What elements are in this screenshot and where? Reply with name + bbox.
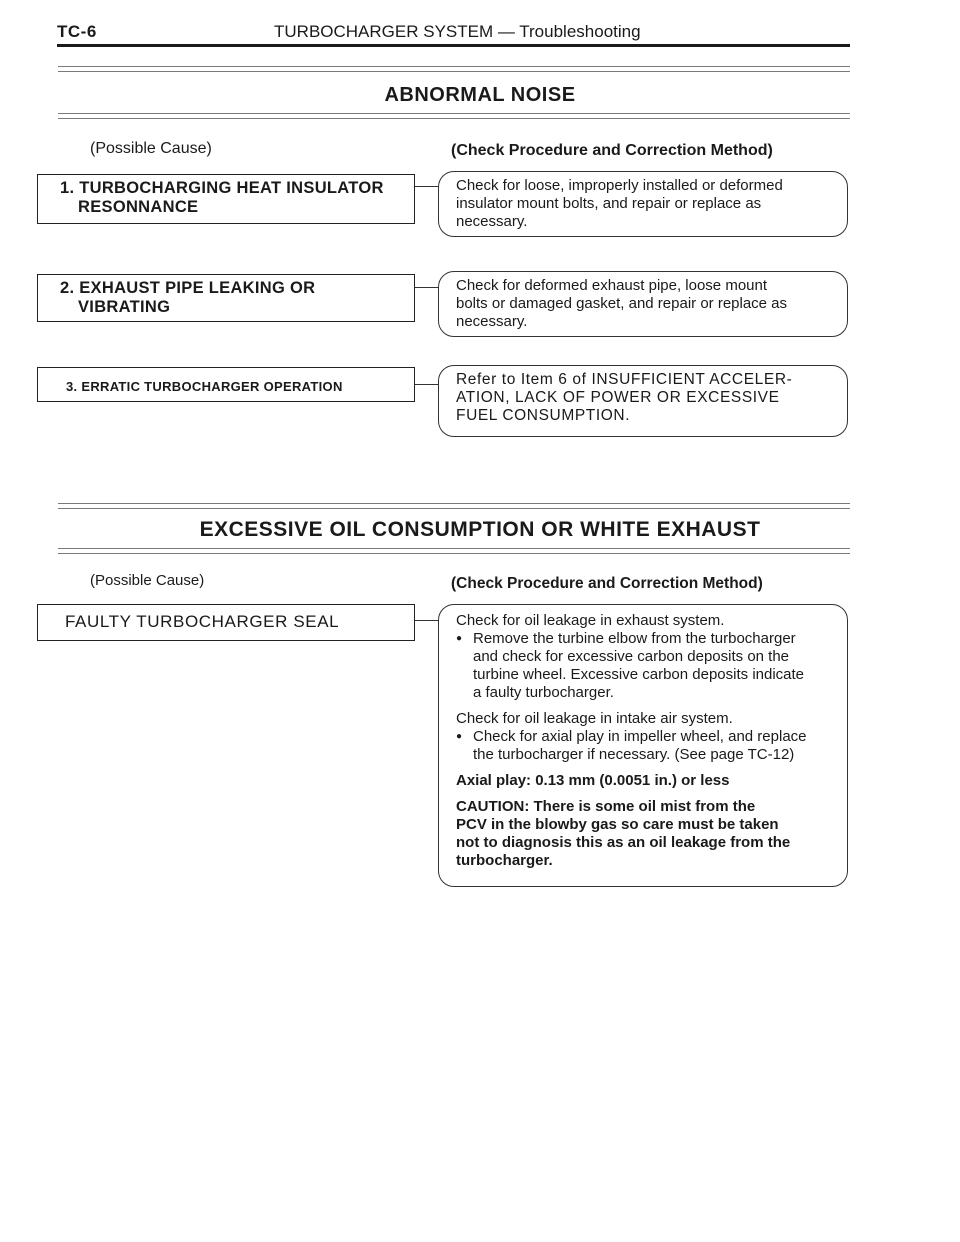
connector (415, 620, 438, 621)
procedure-line: a faulty turbocharger. (473, 684, 614, 701)
procedure-line: necessary. (456, 313, 528, 330)
procedure-line: ATION, LACK OF POWER OR EXCESSIVE (456, 389, 780, 406)
column-head-cause: (Possible Cause) (90, 140, 212, 157)
cause-line: 3. ERRATIC TURBOCHARGER OPERATION (66, 379, 343, 394)
procedure-line: Check for oil leakage in intake air system. (456, 710, 733, 727)
procedure-bullet (456, 728, 837, 764)
procedure-line: Check for loose, improperly installed or deformed (456, 177, 783, 194)
column-head-procedure: (Check Procedure and Correction Method) (451, 142, 773, 159)
connector (415, 287, 438, 288)
column-head-procedure: (Check Procedure and Correction Method) (451, 575, 763, 592)
procedure-line: insulator mount bolts, and repair or replace as (456, 195, 762, 212)
page-code: TC-6 (57, 22, 97, 41)
cause-line: VIBRATING (78, 298, 171, 316)
procedure-line: turbine wheel. Excessive carbon deposits indicate (473, 666, 805, 683)
cause-line: RESONNANCE (78, 198, 199, 216)
section-title-excessive-oil: EXCESSIVE OIL CONSUMPTION OR WHITE EXHAUST (199, 518, 761, 541)
caution-line: turbocharger. (456, 852, 553, 869)
cause-box-seal (37, 604, 415, 641)
procedure-line: Check for oil leakage in exhaust system. (456, 612, 725, 629)
procedure-line: necessary. (456, 213, 528, 230)
section-rule-top (58, 503, 850, 509)
connector (415, 186, 438, 187)
cause-box-3 (37, 367, 415, 402)
section-title-abnormal-noise: ABNORMAL NOISE (384, 84, 576, 106)
procedure-bullet (456, 630, 837, 702)
cause-box-2 (37, 274, 415, 322)
procedure-box-seal (438, 604, 848, 887)
procedure-line: Check for deformed exhaust pipe, loose mount (456, 277, 768, 294)
caution-line: CAUTION: There is some oil mist from the (456, 798, 756, 815)
procedure-line: and check for excessive carbon deposits on the (473, 648, 790, 665)
procedure-box-2 (438, 271, 848, 337)
procedure-line: Refer to Item 6 of INSUFFICIENT ACCELER- (456, 371, 793, 388)
procedure-line: bolts or damaged gasket, and repair or replace as (456, 295, 788, 312)
section-rule-bottom (58, 548, 850, 554)
caution-note (456, 798, 837, 870)
connector (415, 384, 438, 385)
procedure-line: ● Remove the turbine elbow from the turbocharger (473, 630, 796, 647)
page-header (57, 22, 641, 42)
cause-box-1 (37, 174, 415, 224)
cause-line: 2. EXHAUST PIPE LEAKING OR (60, 279, 316, 297)
procedure-line: the turbocharger if necessary. (See page TC-12) (473, 746, 795, 763)
axial-play-spec: Axial play: 0.13 mm (0.0051 in.) or less (456, 772, 730, 789)
procedure-box-3 (438, 365, 848, 437)
cause-line: FAULTY TURBOCHARGER SEAL (65, 612, 340, 631)
page-title: TURBOCHARGER SYSTEM — Troubleshooting (274, 22, 641, 41)
section-rule-top (58, 66, 850, 72)
procedure-line: ● Check for axial play in impeller wheel, and replace (473, 728, 807, 745)
cause-line: 1. TURBOCHARGING HEAT INSULATOR (60, 179, 384, 197)
procedure-line: FUEL CONSUMPTION. (456, 407, 631, 424)
section-rule-bottom (58, 113, 850, 119)
procedure-box-1 (438, 171, 848, 237)
column-head-cause: (Possible Cause) (90, 572, 205, 589)
header-rule (57, 44, 850, 47)
caution-line: PCV in the blowby gas so care must be taken (456, 816, 779, 833)
caution-line: not to diagnosis this as an oil leakage from the (456, 834, 791, 851)
